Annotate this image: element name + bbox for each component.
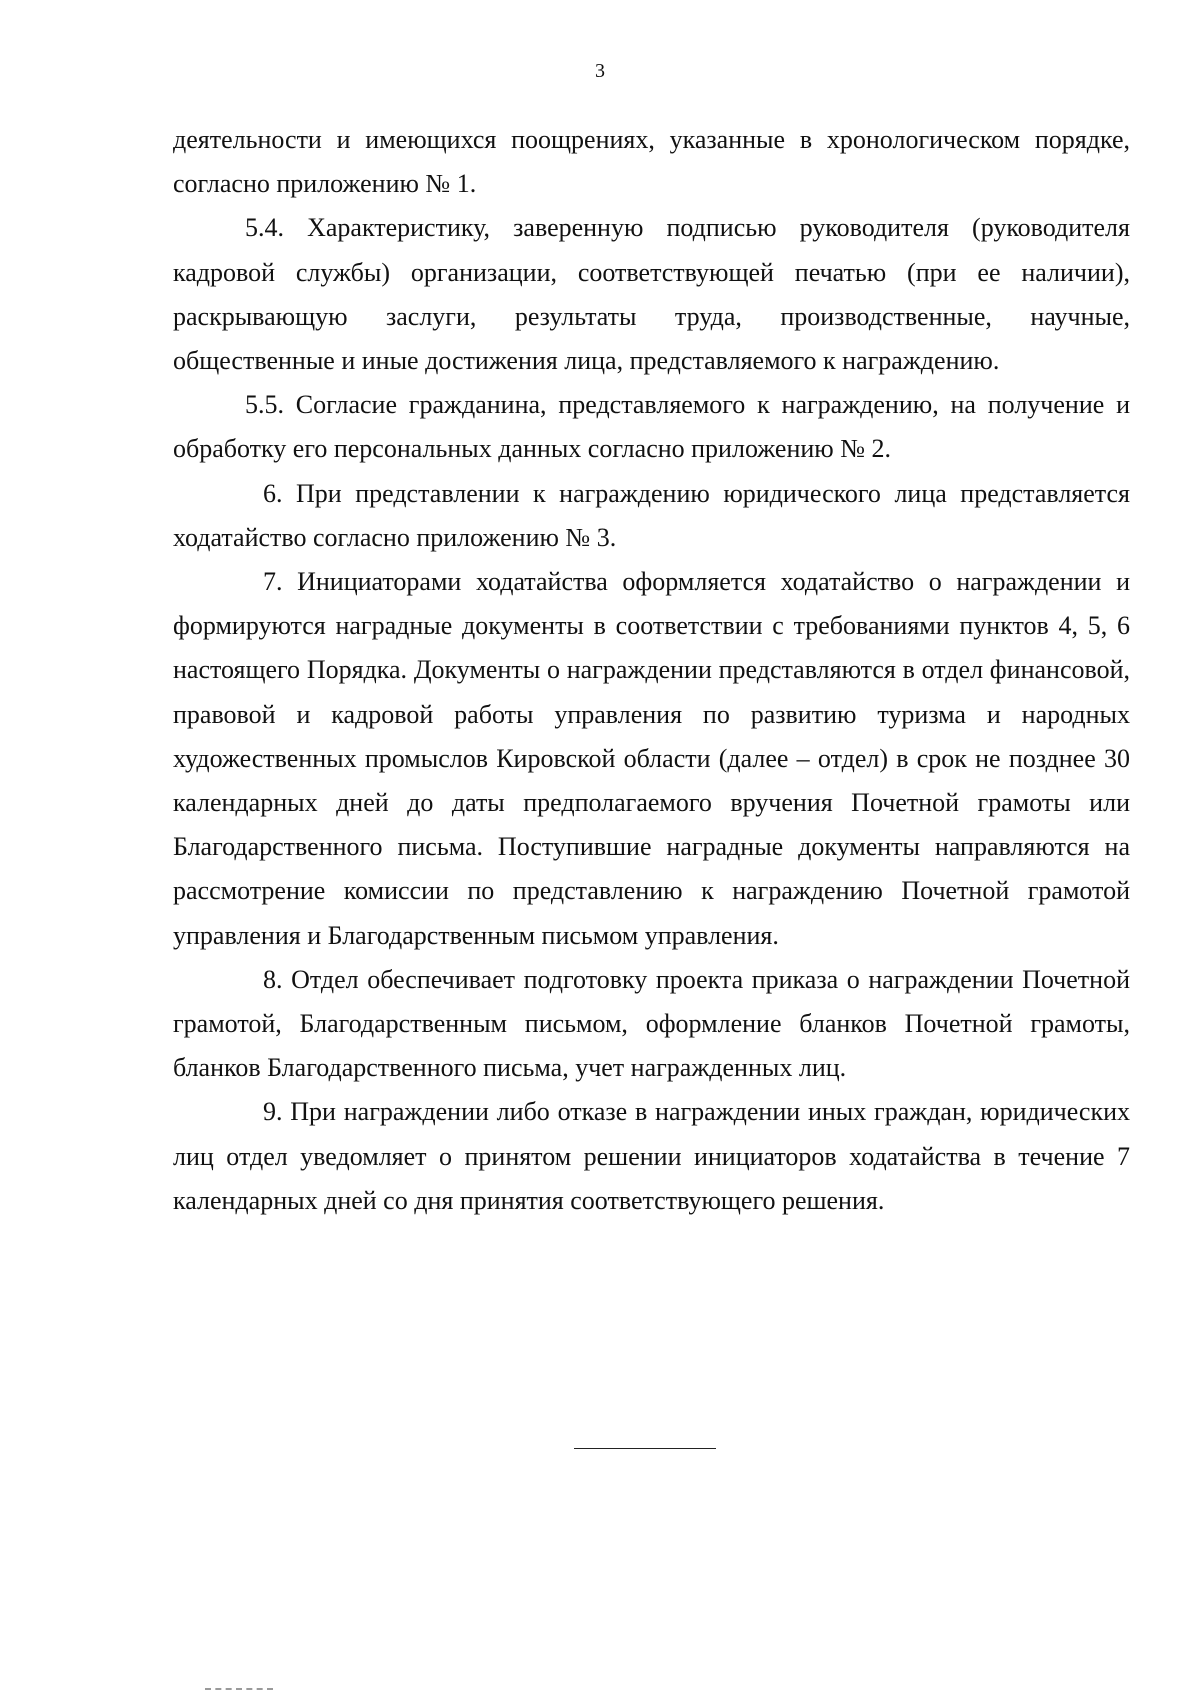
paragraph-7: 7. Инициаторами ходатайства оформляется ходатайство о награждении и формируются наградные документы в соответствии с требованиями пунктов 4, 5, 6 настоящего Порядка. Документы о награждении представляются в отдел финансовой, правовой и кадровой работы управления по развитию туризма и народных художественных промыслов Кировской области (далее – отдел) в срок не позднее 30 календарных дней до даты предполагаемого вручения Почетной грамоты или Благодарственного письма. Поступившие наградные документы направляются на рассмотрение комиссии по представлению к награждению Почетной грамотой управления и Благодарственным письмом управления. [173,567,1130,950]
paragraph-6: 6. При представлении к награждению юридического лица представляется ходатайство согласно приложению № 3. [173,478,1130,552]
paragraph-continuation: деятельности и имеющихся поощрениях, указанные в хронологическом порядке, согласно приложению № 1. [173,125,1130,199]
paragraph-5-4: 5.4. Характеристику, заверенную подписью руководителя (руководителя кадровой службы) организации, соответствующей печатью (при ее наличии), раскрывающую заслуги, результаты труда, производственные, научные, общественные и иные достижения лица, представляемого к награждению. [173,213,1130,376]
paragraph-8: 8. Отдел обеспечивает подготовку проекта приказа о награждении Почетной грамотой, Благодарственным письмом, оформление бланков Почетной грамоты, бланков Благодарственного письма, учет награжденных лиц. [173,964,1130,1083]
end-of-document-rule [574,1448,716,1449]
paragraph-5-5: 5.5. Согласие гражданина, представляемого к награждению, на получение и обработку его персональных данных согласно приложению № 2. [173,390,1130,464]
scan-artifact-mark [205,1688,273,1690]
paragraph-9: 9. При награждении либо отказе в награждении иных граждан, юридических лиц отдел уведомляет о принятом решении инициаторов ходатайства в течение 7 календарных дней со дня принятия соответствующего решения. [173,1097,1130,1215]
page-number: 3 [595,60,605,82]
document-body [173,118,1130,1223]
